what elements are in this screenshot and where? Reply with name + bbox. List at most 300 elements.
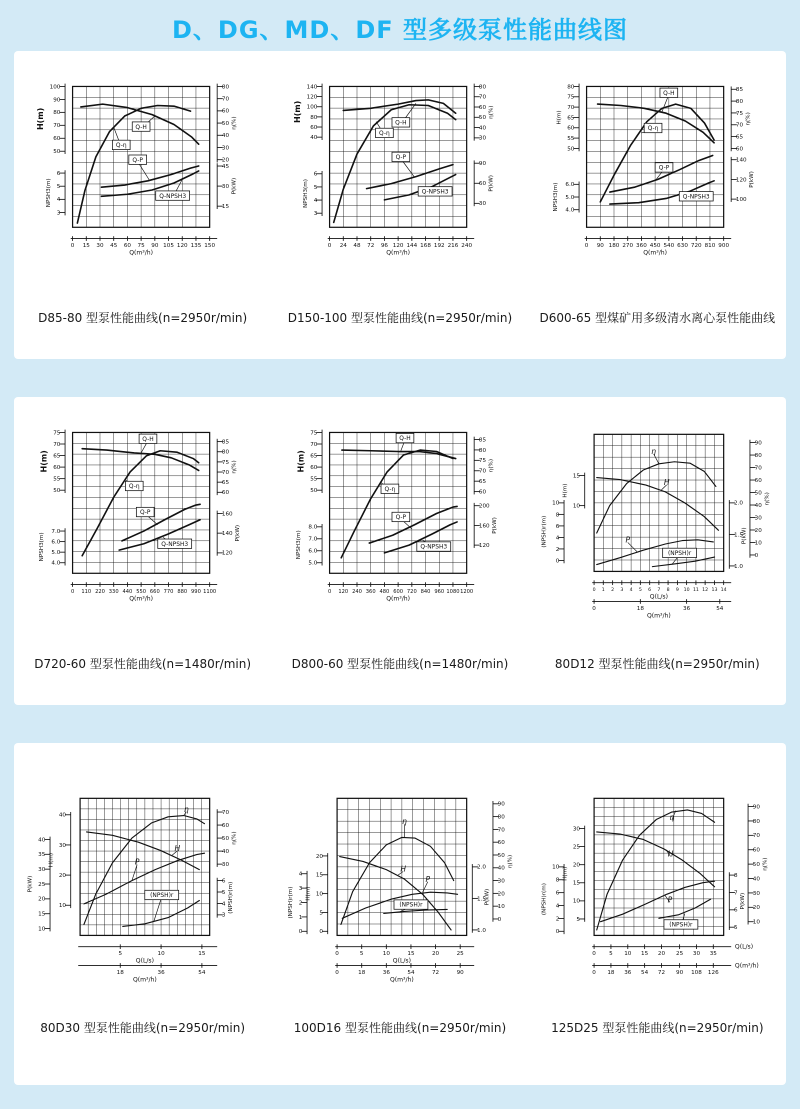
chart-block-80d12 [533,423,781,672]
svg-text:90: 90 [52,97,61,104]
svg-text:36: 36 [382,969,390,976]
svg-text:80: 80 [221,449,229,456]
svg-text:40: 40 [478,125,487,132]
svg-text:90: 90 [676,969,684,976]
svg-text:P(kW): P(kW) [492,517,499,534]
svg-text:10: 10 [157,951,165,958]
svg-text:5: 5 [734,925,738,932]
svg-text:H(m): H(m) [35,107,45,130]
svg-text:40: 40 [310,135,318,142]
svg-text:H(m): H(m) [47,852,54,868]
svg-text:5: 5 [639,588,643,594]
svg-text:60: 60 [221,490,229,497]
svg-text:75: 75 [310,430,318,437]
svg-text:480: 480 [379,589,390,596]
svg-text:0: 0 [70,243,75,250]
svg-text:4: 4 [556,903,560,910]
svg-text:NPSH3(m): NPSH3(m) [45,178,52,208]
svg-text:120: 120 [338,589,349,596]
svg-text:3: 3 [298,885,303,892]
svg-text:18: 18 [358,969,366,976]
svg-text:H(m): H(m) [305,886,312,901]
svg-text:1: 1 [602,588,606,594]
svg-text:60: 60 [52,136,61,143]
panel-row-3 [14,743,786,1085]
svg-text:Q-P: Q-P [659,165,670,172]
svg-text:13: 13 [711,588,718,594]
svg-text:8: 8 [666,588,670,594]
svg-text:660: 660 [149,589,160,596]
svg-text:P(kW): P(kW) [749,171,756,188]
svg-text:65: 65 [52,453,61,460]
svg-text:(NPSH)r(m): (NPSH)r(m) [541,883,548,916]
svg-text:5.0: 5.0 [51,550,61,557]
svg-text:P: P [425,874,431,884]
svg-text:50: 50 [310,488,318,495]
svg-text:η(%): η(%) [507,854,514,869]
chart-caption: 125D25 型泵性能曲线(n=2950r/min) [551,1021,764,1035]
svg-text:7: 7 [734,890,738,897]
svg-text:15: 15 [407,951,415,958]
svg-text:45: 45 [109,243,117,250]
svg-text:10: 10 [382,951,390,958]
svg-text:H(m): H(m) [296,450,306,473]
svg-text:4: 4 [56,197,61,204]
pump-curve-chart-80d30 [20,787,266,989]
svg-text:18: 18 [607,969,615,976]
svg-text:45: 45 [221,163,229,170]
svg-text:1.5: 1.5 [734,532,744,539]
svg-text:120: 120 [478,543,490,550]
pump-curve-chart-d720-60 [20,423,266,625]
svg-text:6.0: 6.0 [51,539,61,546]
svg-text:70: 70 [497,827,505,834]
svg-text:900: 900 [718,243,730,250]
svg-text:120: 120 [736,177,747,184]
svg-text:(NPSH)r(m): (NPSH)r(m) [227,881,234,914]
svg-text:4.0: 4.0 [51,560,61,567]
svg-text:70: 70 [736,122,744,129]
svg-text:135: 135 [190,243,201,250]
svg-text:8: 8 [556,512,560,519]
svg-text:4: 4 [221,901,226,908]
svg-text:50: 50 [52,488,61,495]
svg-text:0: 0 [754,552,759,559]
svg-text:192: 192 [433,243,445,250]
svg-text:450: 450 [650,243,661,250]
svg-text:8: 8 [556,877,560,884]
svg-text:1080: 1080 [446,589,460,596]
svg-text:60: 60 [754,477,763,484]
svg-text:1.0: 1.0 [734,563,744,570]
svg-text:Q(m³/h): Q(m³/h) [128,249,153,257]
svg-text:240: 240 [461,243,473,250]
svg-text:70: 70 [221,469,229,476]
svg-text:60: 60 [310,464,318,471]
svg-text:H: H [664,477,670,487]
svg-text:10: 10 [58,903,66,910]
svg-text:120: 120 [221,550,233,557]
svg-text:20: 20 [58,872,66,879]
svg-text:65: 65 [310,453,318,460]
svg-text:0: 0 [592,605,597,612]
svg-text:H: H [668,849,674,859]
svg-text:15: 15 [197,951,206,958]
svg-text:1100: 1100 [202,589,216,596]
svg-text:270: 270 [622,243,634,250]
svg-text:80: 80 [478,84,487,91]
svg-text:40: 40 [37,837,46,844]
svg-text:5: 5 [56,184,61,191]
svg-text:70: 70 [567,104,575,111]
svg-text:15: 15 [82,243,90,250]
pump-curve-chart-100d16 [277,787,523,989]
svg-text:(NPSH)r(m): (NPSH)r(m) [541,515,548,548]
svg-text:36: 36 [624,969,632,976]
svg-text:60: 60 [567,125,575,132]
svg-text:72: 72 [658,969,666,976]
svg-text:15: 15 [315,872,323,879]
svg-text:Q-NPSH3: Q-NPSH3 [160,541,188,548]
svg-text:20: 20 [37,896,46,903]
svg-text:65: 65 [736,134,744,141]
svg-text:7: 7 [657,588,661,594]
chart-caption: 80D30 型泵性能曲线(n=2950r/min) [40,1021,246,1035]
svg-text:70: 70 [52,123,61,130]
svg-text:0: 0 [335,951,339,958]
svg-text:120: 120 [306,94,318,101]
svg-text:600: 600 [393,589,404,596]
svg-text:6: 6 [648,588,652,594]
svg-text:60: 60 [310,124,318,131]
svg-text:770: 770 [163,589,174,596]
svg-text:4: 4 [629,588,633,594]
svg-text:70: 70 [52,441,61,448]
svg-text:50: 50 [754,490,763,497]
svg-text:40: 40 [754,502,763,509]
svg-text:90: 90 [150,243,159,250]
svg-text:30: 30 [753,890,761,897]
svg-text:18: 18 [637,605,645,612]
svg-text:2.0: 2.0 [734,500,744,507]
svg-text:90: 90 [478,161,487,168]
svg-text:140: 140 [736,157,747,164]
svg-text:216: 216 [447,243,459,250]
svg-text:80: 80 [52,110,61,117]
svg-text:30: 30 [478,201,487,208]
svg-text:0: 0 [335,969,339,976]
svg-text:0: 0 [327,243,332,250]
svg-text:70: 70 [221,809,229,816]
chart-block-d85-80 [19,77,267,326]
svg-text:Q-NPSH3: Q-NPSH3 [420,544,448,551]
svg-text:48: 48 [353,243,361,250]
svg-text:80: 80 [310,114,318,121]
svg-text:η(%): η(%) [764,492,771,506]
svg-text:4: 4 [313,197,318,204]
svg-text:0: 0 [592,951,597,958]
svg-text:60: 60 [478,104,487,111]
svg-text:90: 90 [754,440,763,447]
svg-text:Q(L/s): Q(L/s) [650,593,669,601]
svg-text:Q-η: Q-η [648,126,659,133]
svg-text:55: 55 [52,476,61,483]
svg-text:6: 6 [556,523,560,530]
svg-text:η: η [651,447,657,457]
svg-text:Q-η: Q-η [128,484,140,491]
svg-text:60: 60 [52,464,61,471]
svg-text:25: 25 [456,951,464,958]
svg-text:0: 0 [497,916,502,923]
svg-text:60: 60 [753,847,761,854]
svg-text:180: 180 [608,243,620,250]
svg-text:85: 85 [221,439,229,446]
svg-text:Q(m³/h): Q(m³/h) [128,595,153,603]
page-title: D、DG、MD、DF 型多级泵性能曲线图 [171,16,629,44]
svg-text:30: 30 [58,842,66,849]
svg-text:P(kW): P(kW) [231,177,238,195]
svg-text:Q(m³/h): Q(m³/h) [386,595,411,603]
svg-text:75: 75 [567,94,575,101]
chart-caption: D800-60 型泵性能曲线(n=1480r/min) [291,657,509,671]
svg-text:75: 75 [478,458,487,465]
svg-text:H: H [174,843,180,853]
svg-text:160: 160 [478,523,490,530]
chart-block-d800-60 [276,423,524,672]
svg-text:50: 50 [221,835,229,842]
svg-text:140: 140 [306,84,318,91]
svg-text:70: 70 [310,441,318,448]
svg-text:H(m): H(m) [562,483,569,498]
svg-text:108: 108 [691,969,703,976]
svg-text:990: 990 [190,589,201,596]
svg-text:160: 160 [221,511,233,518]
svg-text:8: 8 [734,872,738,879]
svg-text:40: 40 [58,812,66,819]
chart-caption: 100D16 型泵性能曲线(n=2950r/min) [293,1021,507,1035]
svg-text:100: 100 [49,84,61,91]
svg-text:0: 0 [298,929,303,936]
svg-text:1200: 1200 [460,589,474,596]
svg-text:90: 90 [456,969,464,976]
svg-text:0: 0 [592,588,596,594]
svg-text:6: 6 [734,907,738,914]
svg-text:4: 4 [556,535,560,542]
svg-text:30: 30 [96,243,104,250]
svg-text:H: H [400,864,406,874]
svg-text:5: 5 [576,916,581,923]
svg-text:0: 0 [556,558,560,565]
svg-text:50: 50 [753,862,761,869]
chart-caption: D600-65 型煤矿用多级清水离心泵性能曲线 [539,311,776,325]
svg-text:15: 15 [37,911,46,918]
svg-text:15: 15 [221,204,229,211]
svg-text:70: 70 [221,96,229,103]
svg-text:Q-η: Q-η [384,486,396,493]
svg-text:100: 100 [306,104,318,111]
svg-text:6: 6 [313,171,318,178]
svg-text:2.0: 2.0 [476,864,486,871]
chart-caption: D85-80 型泵性能曲线(n=2950r/min) [38,311,248,325]
svg-text:5.0: 5.0 [308,560,318,567]
svg-text:75: 75 [736,110,744,117]
svg-text:NPSH3(m): NPSH3(m) [38,532,45,562]
svg-text:65: 65 [567,115,575,122]
svg-text:P(kW): P(kW) [234,524,241,542]
svg-text:540: 540 [663,243,675,250]
svg-text:840: 840 [420,589,431,596]
chart-block-125d25 [533,787,781,1036]
svg-text:330: 330 [108,589,119,596]
svg-text:54: 54 [641,969,649,976]
svg-text:30: 30 [573,826,581,833]
svg-text:50: 50 [52,149,61,156]
svg-text:60: 60 [478,489,487,496]
svg-text:72: 72 [431,969,440,976]
svg-text:240: 240 [352,589,362,596]
svg-text:150: 150 [203,243,215,250]
svg-text:η: η [402,817,407,827]
svg-text:Q-H: Q-H [395,120,407,127]
svg-text:720: 720 [406,589,417,596]
svg-text:0: 0 [327,589,332,596]
svg-text:50: 50 [478,115,487,122]
svg-text:10: 10 [624,951,632,958]
svg-text:220: 220 [94,589,105,596]
svg-text:P(kW): P(kW) [488,174,495,192]
svg-text:30: 30 [37,867,46,874]
svg-text:3: 3 [313,211,318,218]
chart-caption: D150-100 型泵性能曲线(n=2950r/min) [287,311,513,325]
svg-text:P(kW): P(kW) [740,892,747,910]
svg-text:7.0: 7.0 [308,536,318,543]
svg-text:Q-H: Q-H [663,90,675,97]
svg-text:12: 12 [702,588,709,594]
svg-text:9: 9 [676,588,680,594]
svg-text:5: 5 [221,889,226,896]
svg-text:15: 15 [573,473,581,480]
pump-curve-chart-d600-65 [534,77,780,279]
svg-text:30: 30 [693,951,701,958]
chart-block-d600-65 [533,77,781,326]
svg-text:10: 10 [683,588,690,594]
svg-text:10: 10 [754,540,763,547]
svg-text:P: P [667,895,673,905]
svg-text:60: 60 [221,108,229,115]
svg-text:40: 40 [497,865,505,872]
svg-text:8.0: 8.0 [308,524,318,531]
svg-text:6.0: 6.0 [308,548,318,555]
svg-text:126: 126 [708,969,719,976]
chart-block-d150-100 [276,77,524,326]
svg-text:75: 75 [52,430,61,437]
svg-text:3: 3 [221,912,226,919]
svg-text:P: P [625,535,631,545]
svg-text:25: 25 [573,844,581,851]
svg-text:35: 35 [37,852,46,859]
svg-text:60: 60 [478,181,487,188]
svg-text:η(%): η(%) [488,105,495,119]
svg-text:5: 5 [359,951,364,958]
svg-text:54: 54 [716,605,724,612]
pump-curve-chart-d85-80 [20,77,266,279]
pump-curve-chart-d800-60 [277,423,523,625]
svg-text:(NPSH)r: (NPSH)r [399,902,423,909]
svg-text:11: 11 [693,588,700,594]
svg-text:H(m): H(m) [562,866,569,881]
svg-text:P(kW): P(kW) [27,875,34,893]
svg-text:(NPSH)r: (NPSH)r [669,922,693,929]
svg-text:η: η [669,813,675,823]
svg-text:14: 14 [720,588,727,594]
svg-text:25: 25 [37,881,46,888]
svg-text:144: 144 [406,243,418,250]
svg-text:20: 20 [573,862,581,869]
svg-text:1: 1 [298,914,303,921]
svg-text:80: 80 [567,84,575,91]
svg-text:4: 4 [298,871,303,878]
svg-text:360: 360 [365,589,376,596]
svg-text:550: 550 [135,589,146,596]
svg-text:Q(m³/h): Q(m³/h) [735,962,760,970]
svg-text:80: 80 [478,447,487,454]
svg-text:(NPSH)r(m): (NPSH)r(m) [288,886,295,919]
svg-text:4.0: 4.0 [565,207,575,214]
chart-caption: D720-60 型泵性能曲线(n=1480r/min) [34,657,252,671]
svg-text:110: 110 [81,589,91,596]
svg-text:90: 90 [753,804,761,811]
svg-text:90: 90 [597,243,605,250]
svg-text:30: 30 [478,135,487,142]
svg-text:6: 6 [221,878,226,885]
svg-text:NPSH3(m): NPSH3(m) [553,182,560,212]
svg-text:55: 55 [567,135,575,142]
svg-text:20: 20 [431,951,440,958]
svg-text:60: 60 [221,822,229,829]
svg-text:72: 72 [367,243,375,250]
svg-text:Q(L/s): Q(L/s) [135,957,154,965]
svg-text:20: 20 [754,527,763,534]
svg-text:880: 880 [176,589,187,596]
svg-text:NPSH3(m): NPSH3(m) [296,530,303,560]
svg-text:50: 50 [497,852,505,859]
svg-text:120: 120 [392,243,404,250]
svg-text:5: 5 [313,184,318,191]
svg-text:18: 18 [116,969,124,976]
svg-text:105: 105 [162,243,174,250]
svg-text:Q-P: Q-P [139,510,151,517]
svg-text:85: 85 [478,437,487,444]
svg-text:54: 54 [407,969,415,976]
svg-text:70: 70 [478,94,487,101]
svg-text:1.0: 1.0 [476,927,486,934]
svg-text:55: 55 [310,476,318,483]
svg-text:Q-η: Q-η [115,143,127,150]
svg-text:Q-NPSH3: Q-NPSH3 [158,193,186,200]
svg-text:90: 90 [497,801,505,808]
svg-text:65: 65 [221,480,229,487]
svg-text:10: 10 [753,919,761,926]
svg-text:6: 6 [56,170,61,177]
svg-text:η(%): η(%) [745,112,752,126]
svg-text:80: 80 [221,84,229,91]
svg-text:2: 2 [298,900,303,907]
svg-text:75: 75 [137,243,145,250]
svg-text:60: 60 [497,840,505,847]
svg-text:36: 36 [683,605,691,612]
svg-text:0: 0 [556,929,560,936]
svg-text:10: 10 [573,503,581,510]
